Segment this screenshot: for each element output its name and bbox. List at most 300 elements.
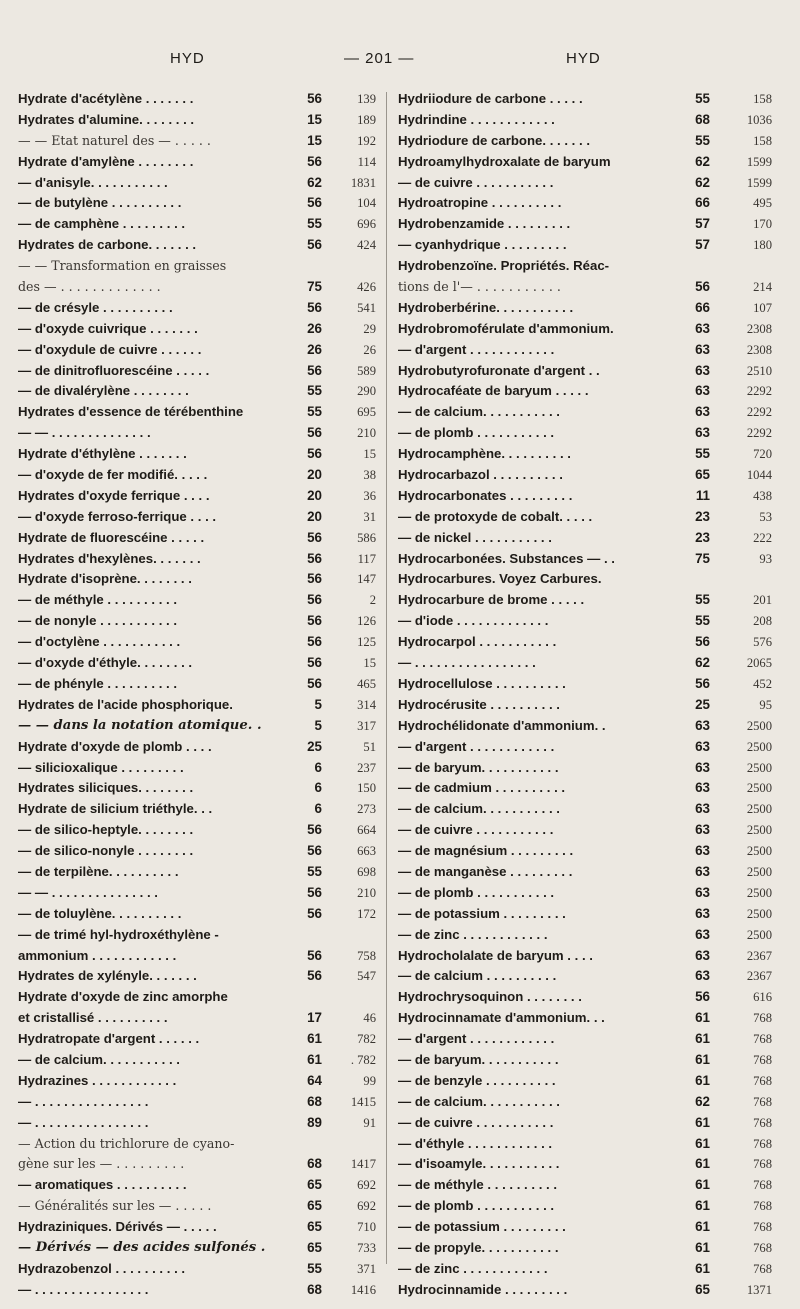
entry-text: Hydraziniques. Dérivés — . . . . . — [18, 1219, 217, 1235]
entry-volume: 56 — [695, 279, 710, 295]
index-entry — [398, 737, 780, 758]
entry-volume: 55 — [695, 592, 710, 608]
entry-text: Hydrocérusite . . . . . . . . . . — [398, 696, 560, 712]
entry-page: 710 — [357, 1220, 376, 1235]
entry-text: — de cuivre . . . . . . . . . . . — [398, 1114, 554, 1130]
entry-page: 1371 — [746, 1282, 772, 1297]
index-entry — [18, 1050, 382, 1071]
entry-volume: 65 — [307, 1198, 322, 1214]
entry-volume: 61 — [695, 1177, 710, 1193]
entry-volume: 56 — [695, 634, 710, 650]
entry-volume: 63 — [695, 404, 710, 420]
entry-text: — de cuivre . . . . . . . . . . . — [398, 822, 554, 838]
entry-page: . 782 — [350, 1052, 376, 1067]
entry-volume: 61 — [695, 1156, 710, 1172]
entry-text: Hydrobromoférulate d'ammonium. — [398, 320, 614, 336]
entry-text: et cristallisé . . . . . . . . . . — [18, 1010, 168, 1026]
entry-volume: 5 — [314, 717, 322, 733]
entry-volume: 56 — [307, 843, 322, 859]
entry-volume: 15 — [307, 132, 322, 148]
entry-page: 314 — [357, 697, 376, 712]
entry-page: 720 — [753, 447, 772, 462]
entry-page: 438 — [753, 488, 772, 503]
entry-text: Hydrates de carbone. . . . . . . — [18, 237, 197, 253]
index-entry — [398, 883, 780, 904]
entry-text: — . . . . . . . . . . . . . . . . . — [398, 655, 536, 671]
entry-text: Hydrates d'alumine. . . . . . . . — [18, 111, 195, 127]
index-entry — [18, 423, 382, 444]
index-entry — [18, 486, 382, 507]
index-entry — [398, 1217, 780, 1238]
index-entry — [398, 716, 780, 737]
index-entry — [18, 674, 382, 695]
entry-text: Hydrocamphène. . . . . . . . . . — [398, 446, 571, 462]
index-entry — [398, 966, 780, 987]
index-entry — [398, 549, 780, 570]
entry-volume: 26 — [307, 320, 322, 336]
entry-page: 201 — [753, 593, 772, 608]
entry-volume: 6 — [314, 801, 322, 817]
entry-volume: 63 — [695, 320, 710, 336]
entry-volume: 57 — [695, 237, 710, 253]
index-entry — [18, 946, 382, 967]
entry-text: Hydratropate d'argent . . . . . . — [18, 1031, 200, 1047]
entry-text: — d'oxyde de fer modifié. . . . . — [18, 467, 208, 483]
entry-page: 1599 — [746, 175, 772, 190]
entry-volume: 56 — [307, 550, 322, 566]
entry-text: Hydrates siliciques. . . . . . . . — [18, 780, 194, 796]
entry-page: 147 — [357, 572, 376, 587]
entry-page: 237 — [357, 760, 376, 775]
entry-page: 782 — [357, 1032, 376, 1047]
entry-page: 2367 — [746, 969, 772, 984]
index-entry — [398, 89, 780, 110]
index-entry — [398, 214, 780, 235]
entry-text: — — Etat naturel des — . . . . . — [18, 132, 211, 148]
entry-volume: 61 — [307, 1031, 322, 1047]
entry-page: 107 — [753, 300, 772, 315]
entry-volume: 61 — [695, 1260, 710, 1276]
entry-page: 150 — [357, 781, 376, 796]
entry-text: — de toluylène. . . . . . . . . . — [18, 905, 182, 921]
index-entry — [18, 1134, 382, 1155]
entry-volume: 56 — [307, 237, 322, 253]
entry-volume: 61 — [695, 1051, 710, 1067]
entry-volume: 56 — [307, 905, 322, 921]
entry-page: 2500 — [746, 760, 772, 775]
entry-text: — d'oxyde d'éthyle. . . . . . . . — [18, 655, 193, 671]
index-entry — [18, 925, 382, 946]
index-entry — [18, 193, 382, 214]
entry-page: 2292 — [746, 405, 772, 420]
index-entry — [18, 569, 382, 590]
index-entry — [18, 695, 382, 716]
index-entry — [398, 486, 780, 507]
entry-text: — de crésyle . . . . . . . . . . — [18, 299, 173, 315]
entry-page: 46 — [363, 1011, 376, 1026]
entry-page: 698 — [357, 864, 376, 879]
entry-text: Hydrates d'hexylènes. . . . . . . — [18, 550, 201, 566]
entry-page: 664 — [357, 823, 376, 838]
entry-page: 586 — [357, 530, 376, 545]
entry-text: — de silico-heptyle. . . . . . . . — [18, 822, 194, 838]
entry-volume: 63 — [695, 425, 710, 441]
entry-volume: 6 — [314, 759, 322, 775]
entry-page: 768 — [753, 1261, 772, 1276]
entry-text: — de phényle . . . . . . . . . . — [18, 675, 178, 691]
entry-text: — de camphène . . . . . . . . . — [18, 216, 186, 232]
entry-text: Hydroamylhydroxalate de baryum — [398, 153, 611, 169]
index-entry — [18, 1029, 382, 1050]
entry-page: 208 — [753, 614, 772, 629]
entry-text: — de propyle. . . . . . . . . . . — [398, 1239, 559, 1255]
entry-volume: 62 — [695, 174, 710, 190]
index-entry — [398, 1029, 780, 1050]
index-entry — [398, 1238, 780, 1259]
index-entry — [398, 444, 780, 465]
index-entry — [398, 925, 780, 946]
entry-text: — de calcium. . . . . . . . . . . — [398, 1093, 560, 1109]
index-entry — [398, 1154, 780, 1175]
entry-page: 589 — [357, 363, 376, 378]
entry-volume: 61 — [695, 1010, 710, 1026]
entry-page: 547 — [357, 969, 376, 984]
entry-page: 2510 — [746, 363, 772, 378]
index-entry — [18, 841, 382, 862]
entry-page: 2500 — [746, 739, 772, 754]
entry-text: Hydrobenzamide . . . . . . . . . — [398, 216, 571, 232]
entry-text: — Généralités sur les — . . . . . — [18, 1198, 212, 1214]
entry-text: — de nickel . . . . . . . . . . . — [398, 529, 552, 545]
entry-page: 36 — [363, 488, 376, 503]
entry-volume: 57 — [695, 216, 710, 232]
entry-page: 1415 — [350, 1094, 376, 1109]
index-entry — [398, 1008, 780, 1029]
entry-text: — . . . . . . . . . . . . . . . . — [18, 1114, 149, 1130]
index-entry — [398, 131, 780, 152]
entry-page: 114 — [357, 154, 376, 169]
entry-volume: 5 — [314, 696, 322, 712]
index-entry — [398, 423, 780, 444]
index-entry — [18, 131, 382, 152]
index-entry — [18, 883, 382, 904]
entry-page: 2500 — [746, 844, 772, 859]
entry-page: 104 — [357, 196, 376, 211]
entry-page: 93 — [759, 551, 772, 566]
entry-volume: 56 — [307, 822, 322, 838]
index-entry — [18, 152, 382, 173]
index-entry — [18, 1217, 382, 1238]
entry-page: 2292 — [746, 384, 772, 399]
entry-text: — silicioxalique . . . . . . . . . — [18, 759, 184, 775]
entry-volume: 25 — [307, 738, 322, 754]
index-entry — [398, 778, 780, 799]
entry-volume: 20 — [307, 487, 322, 503]
entry-page: 2500 — [746, 781, 772, 796]
entry-page: 170 — [753, 217, 772, 232]
entry-page: 210 — [357, 885, 376, 900]
index-entry — [398, 1196, 780, 1217]
entry-text: — d'oxydule de cuivre . . . . . . — [18, 341, 202, 357]
entry-volume: 20 — [307, 467, 322, 483]
entry-text: Hydrocinnamide . . . . . . . . . — [398, 1281, 568, 1297]
index-entry — [18, 987, 382, 1008]
entry-page: 768 — [753, 1073, 772, 1088]
index-entry — [398, 1259, 780, 1280]
entry-text: — de benzyle . . . . . . . . . . — [398, 1072, 556, 1088]
entry-volume: 63 — [695, 362, 710, 378]
entry-page: 26 — [363, 342, 376, 357]
entry-volume: 63 — [695, 717, 710, 733]
column-divider — [386, 92, 387, 1264]
entry-page: 1831 — [350, 175, 376, 190]
entry-page: 768 — [753, 1032, 772, 1047]
entry-text: — d'oxyde ferroso-ferrique . . . . — [18, 508, 217, 524]
entry-volume: 56 — [307, 195, 322, 211]
entry-text: — d'isoamyle. . . . . . . . . . . — [398, 1156, 560, 1172]
entry-volume: 65 — [307, 1177, 322, 1193]
index-entry — [398, 110, 780, 131]
entry-text: Hydroberbérine. . . . . . . . . . . — [398, 299, 574, 315]
entry-text: — de nonyle . . . . . . . . . . . — [18, 613, 178, 629]
entry-volume: 63 — [695, 341, 710, 357]
entry-volume: 63 — [695, 780, 710, 796]
entry-text: — de baryum. . . . . . . . . . . — [398, 1051, 559, 1067]
index-entry — [18, 737, 382, 758]
entry-text: Hydrazines . . . . . . . . . . . . — [18, 1072, 177, 1088]
entry-volume: 56 — [307, 425, 322, 441]
index-entry — [398, 841, 780, 862]
entry-volume: 20 — [307, 508, 322, 524]
entry-page: 692 — [357, 1199, 376, 1214]
entry-volume: 62 — [695, 153, 710, 169]
entry-volume: 55 — [695, 613, 710, 629]
entry-page: 192 — [357, 133, 376, 148]
entry-page: 371 — [357, 1261, 376, 1276]
index-entry — [398, 361, 780, 382]
index-entry — [398, 173, 780, 194]
entry-volume: 65 — [695, 1281, 710, 1297]
header-right: HYD — [566, 50, 601, 67]
entry-volume: 63 — [695, 947, 710, 963]
entry-text: Hydrate de silicium triéthyle. . . — [18, 801, 213, 817]
entry-volume: 56 — [307, 634, 322, 650]
index-entry — [398, 632, 780, 653]
entry-page: 29 — [363, 321, 376, 336]
entry-page: 695 — [357, 405, 376, 420]
entry-text: Hydrochélidonate d'ammonium. . — [398, 717, 606, 733]
entry-page: 616 — [753, 990, 772, 1005]
entry-text: — de baryum. . . . . . . . . . . — [398, 759, 559, 775]
entry-text: — de magnésium . . . . . . . . . — [398, 843, 574, 859]
entry-text: Hydrocinnamate d'ammonium. . . — [398, 1010, 605, 1026]
entry-page: 126 — [357, 614, 376, 629]
index-entry — [18, 528, 382, 549]
index-entry — [398, 1050, 780, 1071]
entry-volume: 63 — [695, 926, 710, 942]
index-entry — [18, 549, 382, 570]
entry-page: 125 — [357, 635, 376, 650]
index-entry — [18, 381, 382, 402]
index-entry — [18, 507, 382, 528]
entry-text: — de manganèse . . . . . . . . . — [398, 863, 573, 879]
entry-volume: 55 — [695, 91, 710, 106]
entry-page: 768 — [753, 1178, 772, 1193]
index-entry — [18, 1280, 382, 1301]
entry-volume: 89 — [307, 1114, 322, 1130]
entry-page: 214 — [753, 280, 772, 295]
index-entry — [398, 695, 780, 716]
entry-page: 2500 — [746, 802, 772, 817]
entry-text: — de zinc . . . . . . . . . . . . — [398, 926, 548, 942]
entry-volume: 25 — [695, 696, 710, 712]
index-entry — [398, 319, 780, 340]
index-entry — [18, 298, 382, 319]
entry-text: — — . . . . . . . . . . . . . . — [18, 425, 151, 441]
index-entry — [18, 904, 382, 925]
entry-page: 426 — [357, 280, 376, 295]
index-entry — [398, 590, 780, 611]
entry-text: Hydrate d'amylène . . . . . . . . — [18, 153, 194, 169]
index-entry — [18, 1175, 382, 1196]
index-entry — [398, 904, 780, 925]
entry-page: 290 — [357, 384, 376, 399]
entry-text: — Dérivés — des acides sulfonés . — [18, 1239, 266, 1255]
entry-volume: 56 — [307, 592, 322, 608]
entry-page: 15 — [363, 656, 376, 671]
index-entry — [398, 862, 780, 883]
index-entry — [18, 1008, 382, 1029]
entry-volume: 63 — [695, 863, 710, 879]
entry-page: 1036 — [746, 112, 772, 127]
entry-volume: 61 — [695, 1114, 710, 1130]
index-entry — [18, 1092, 382, 1113]
entry-volume: 63 — [695, 383, 710, 399]
entry-page: 2292 — [746, 426, 772, 441]
index-entry — [398, 653, 780, 674]
entry-text: Hydrate d'isoprène. . . . . . . . — [18, 571, 192, 587]
index-entry — [18, 716, 382, 737]
entry-page: 2500 — [746, 718, 772, 733]
entry-page: 768 — [753, 1052, 772, 1067]
entry-volume: 61 — [695, 1219, 710, 1235]
entry-volume: 62 — [695, 1093, 710, 1109]
entry-text: — de terpilène. . . . . . . . . . — [18, 863, 179, 879]
index-entry — [18, 319, 382, 340]
entry-page: 180 — [753, 238, 772, 253]
entry-volume: 75 — [307, 279, 322, 295]
entry-text: ammonium . . . . . . . . . . . . — [18, 947, 177, 963]
entry-page: 2367 — [746, 948, 772, 963]
entry-page: 452 — [753, 676, 772, 691]
entry-volume: 23 — [695, 508, 710, 524]
index-entry — [18, 340, 382, 361]
entry-page: 692 — [357, 1178, 376, 1193]
entry-volume: 66 — [695, 299, 710, 315]
entry-page: 768 — [753, 1011, 772, 1026]
index-entry — [398, 507, 780, 528]
entry-volume: 55 — [307, 404, 322, 420]
index-entry — [398, 987, 780, 1008]
entry-volume: 56 — [307, 613, 322, 629]
entry-page: 465 — [357, 676, 376, 691]
entry-text: — aromatiques . . . . . . . . . . — [18, 1177, 187, 1193]
entry-text: — de plomb . . . . . . . . . . . — [398, 425, 555, 441]
index-entry — [18, 110, 382, 131]
entry-volume: 55 — [307, 383, 322, 399]
entry-volume: 56 — [307, 529, 322, 545]
entry-page: 768 — [753, 1199, 772, 1214]
entry-text: — d'argent . . . . . . . . . . . . — [398, 738, 555, 754]
entry-text: — de butylène . . . . . . . . . . — [18, 195, 182, 211]
entry-page: 273 — [357, 802, 376, 817]
entry-text: — cyanhydrique . . . . . . . . . — [398, 237, 567, 253]
entry-volume: 56 — [307, 947, 322, 963]
page-number: — 201 — — [344, 50, 415, 67]
index-entry — [18, 1071, 382, 1092]
entry-text: Hydrocarbure de brome . . . . . — [398, 592, 585, 608]
index-entry — [18, 778, 382, 799]
index-entry — [18, 799, 382, 820]
entry-volume: 56 — [695, 989, 710, 1005]
entry-text: — Action du trichlorure de cyano- — [18, 1135, 235, 1151]
entry-volume: 56 — [307, 362, 322, 378]
entry-text: — d'argent . . . . . . . . . . . . — [398, 1031, 555, 1047]
index-entry — [18, 1238, 382, 1259]
entry-volume: 68 — [695, 111, 710, 127]
entry-text: Hydrates d'essence de térébenthine — [18, 404, 244, 420]
index-entry — [18, 214, 382, 235]
entry-text: Hydrate de fluorescéine . . . . . — [18, 529, 205, 545]
index-entry — [398, 152, 780, 173]
entry-page: 38 — [363, 468, 376, 483]
entry-text: Hydrocarpol . . . . . . . . . . . — [398, 634, 557, 650]
entry-volume: 61 — [695, 1198, 710, 1214]
index-entry — [18, 653, 382, 674]
entry-volume: 56 — [307, 153, 322, 169]
index-column-right — [398, 89, 780, 1301]
entry-text: Hydrocarbonates . . . . . . . . . — [398, 487, 573, 503]
entry-page: 222 — [753, 530, 772, 545]
entry-text: — de plomb . . . . . . . . . . . — [398, 884, 555, 900]
entry-page: 99 — [363, 1073, 376, 1088]
entry-volume: 55 — [307, 863, 322, 879]
entry-page: 2500 — [746, 906, 772, 921]
entry-page: 189 — [357, 112, 376, 127]
entry-text: Hydrocaféate de baryum . . . . . — [398, 383, 589, 399]
index-entry — [18, 820, 382, 841]
entry-text: — — . . . . . . . . . . . . . . . — [18, 884, 158, 900]
entry-volume: 55 — [307, 1260, 322, 1276]
entry-text: Hydrobutyrofuronate d'argent . . — [398, 362, 600, 378]
entry-text: — de calcium . . . . . . . . . . — [398, 968, 557, 984]
entry-page: 2 — [369, 593, 376, 608]
page-header — [0, 46, 800, 76]
entry-volume: 26 — [307, 341, 322, 357]
entry-volume: 63 — [695, 801, 710, 817]
entry-text: — de zinc . . . . . . . . . . . . — [398, 1260, 548, 1276]
entry-volume: 65 — [307, 1219, 322, 1235]
entry-text: — d'anisyle. . . . . . . . . . . — [18, 174, 168, 190]
entry-text: Hydrindine . . . . . . . . . . . . — [398, 111, 555, 127]
entry-page: 1417 — [350, 1157, 376, 1172]
entry-text: — de méthyle . . . . . . . . . . — [18, 592, 178, 608]
index-entry — [398, 1280, 780, 1301]
entry-page: 95 — [759, 697, 772, 712]
index-entry — [18, 611, 382, 632]
index-entry — [18, 862, 382, 883]
entry-page: 768 — [753, 1157, 772, 1172]
